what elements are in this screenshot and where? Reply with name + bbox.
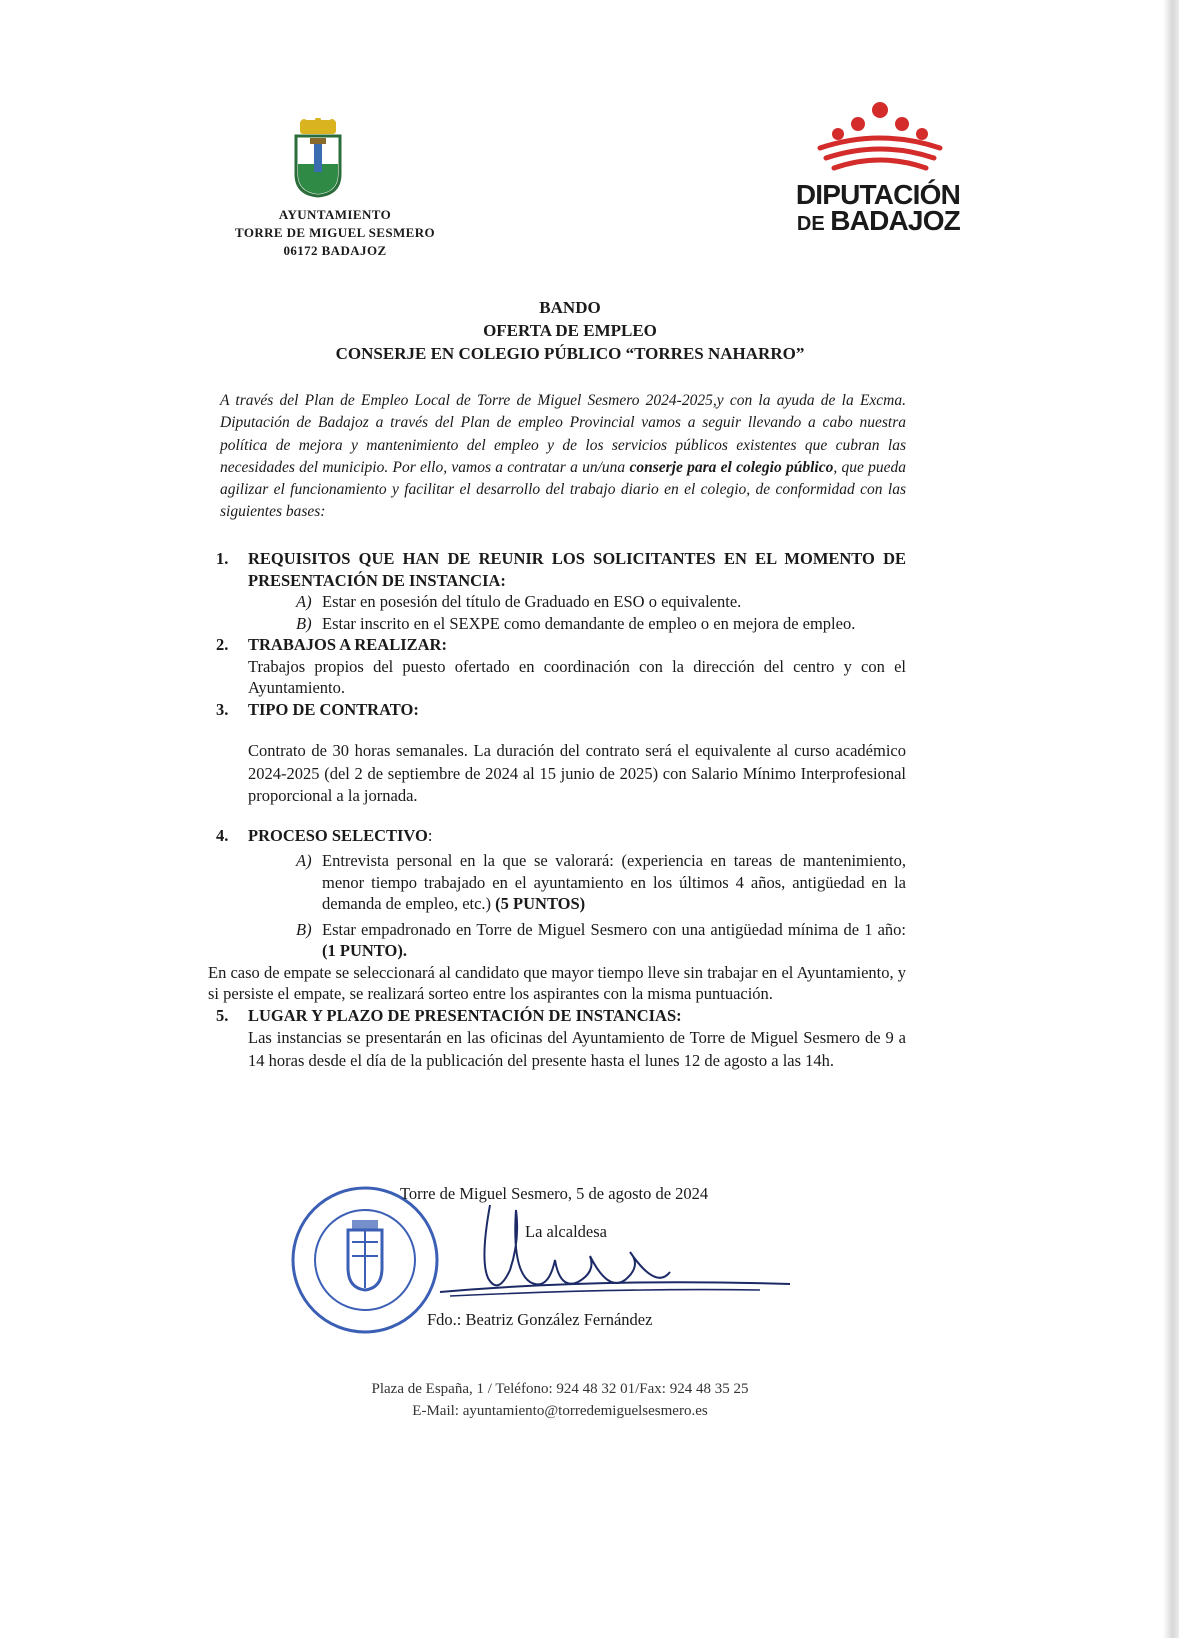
section-4-number: 4.	[216, 825, 229, 845]
section-3-heading: TIPO DE CONTRATO:	[248, 699, 419, 719]
intro-bold: conserje para el colegio público	[629, 458, 834, 476]
address-line-1: AYUNTAMIENTO	[278, 207, 392, 222]
handwritten-signature	[420, 1200, 800, 1310]
intro-part2: , que pueda agilizar el funcionamiento y facilitar el desarrollo del trabajo diario en el colegio, de conformidad con las siguientes bases:	[220, 458, 907, 521]
section-1-title	[216, 548, 906, 591]
section-2-title	[216, 634, 906, 656]
section-4-tiebreak: En caso de empate se seleccionará al candidato que mayor tiempo lleve sin trabajar en el Ayuntamiento, y si persiste el empate, se realizará sorteo entre los aspirantes con la misma puntuación.	[208, 962, 906, 1003]
signatory-role: La alcaldesa	[525, 1222, 607, 1241]
address-line-3: 06172 BADAJOZ	[283, 243, 387, 258]
section-3-text: Contrato de 30 horas semanales. La duración del contrato será el equivalente al curso académico 2024-2025 (del 2 de septiembre de 2024 al 15 junio de 2025) con Salario Mínimo Interprofesional proporcional a la jornada.	[248, 741, 906, 805]
section-5-title	[216, 1005, 906, 1027]
item-letter: A)	[296, 851, 312, 870]
item-text: Estar empadronado en Torre de Miguel Sesmero con una antigüedad mínima de 1 año:	[322, 919, 906, 939]
section-1-heading: REQUISITOS QUE HAN DE REUNIR LOS SOLICITANTES EN EL MOMENTO DE PRESENTACIÓN DE INSTANCIA:	[248, 549, 906, 590]
closing-place-date: Torre de Miguel Sesmero, 5 de agosto de 2024	[400, 1184, 709, 1203]
item-text: Estar inscrito en el SEXPE como demandante de empleo o en mejora de empleo.	[322, 613, 856, 633]
section-4-item-b	[296, 919, 906, 962]
intro-paragraph	[220, 390, 906, 524]
section-4-title	[216, 825, 906, 847]
item-text: Estar en posesión del título de Graduado en ESO o equivalente.	[322, 592, 742, 611]
section-2-number: 2.	[216, 635, 229, 654]
footer-email: E-Mail: ayuntamiento@torredemiguelsesmero.es	[412, 1403, 708, 1419]
dip-line-2-main: BADAJOZ	[830, 205, 960, 236]
item-letter: B)	[296, 613, 312, 633]
section-2-text: Trabajos propios del puesto ofertado en coordinación con la dirección del centro y con el Ayuntamiento.	[248, 656, 906, 697]
item-text: Entrevista personal en la que se valorará: (experiencia en tareas de mantenimiento, menor tiempo trabajado en el ayuntamiento en los últimos 4 años, antigüedad en la demanda de empleo, etc.)	[322, 851, 906, 913]
section-5-number: 5.	[216, 1005, 229, 1025]
title-conserje: CONSERJE EN COLEGIO PÚBLICO “TORRES NAHARRO”	[335, 344, 805, 363]
dip-line-2-prefix: DE	[796, 213, 831, 235]
section-1-number: 1.	[216, 549, 229, 568]
title-bando: BANDO	[539, 298, 601, 317]
section-1-item-b	[296, 613, 906, 635]
intro-part1: A través del Plan de Empleo Local de Torre de Miguel Sesmero 2024-2025,y con la ayuda de la Excma. Diputación de Badajoz a través del Plan de empleo Provincial vamos a seguir llevando a cabo nuestra política de mejora y mantenimiento del empleo y de los servicios públicos existentes que cubran las necesidades del municipio. Por ello, vamos a contratar a un/una	[220, 392, 906, 476]
section-3-number: 3.	[216, 699, 229, 719]
item-letter: A)	[296, 592, 312, 611]
document-titles	[260, 296, 880, 365]
title-oferta: OFERTA DE EMPLEO	[483, 321, 657, 340]
address-line-2: TORRE DE MIGUEL SESMERO	[234, 225, 436, 240]
section-5-heading: LUGAR Y PLAZO DE PRESENTACIÓN DE INSTANCIAS:	[248, 1005, 682, 1025]
footer-address: Plaza de España, 1 / Teléfono: 924 48 32 01/Fax: 924 48 35 25	[371, 1381, 749, 1397]
item-letter: B)	[296, 919, 312, 939]
section-1-item-a	[296, 591, 906, 613]
municipality-address	[215, 118, 455, 260]
section-5-text: Las instancias se presentarán en las oficinas del Ayuntamiento de Torre de Miguel Sesmero de 9 a 14 horas desde el día de la publicación del presente hasta el lunes 12 de agosto a las 14h.	[248, 1028, 906, 1070]
dip-line-1: DIPUTACIÓN	[795, 179, 960, 210]
item-points: (1 PUNTO).	[322, 941, 407, 960]
section-4-colon: :	[427, 825, 433, 845]
page-footer	[300, 1378, 820, 1422]
page-edge-shadow	[1163, 0, 1179, 1638]
section-3-title	[216, 699, 906, 721]
signatory-name: Fdo.: Beatriz González Fernández	[427, 1310, 653, 1329]
item-points: (5 PUNTOS)	[495, 894, 586, 913]
bases-sections	[208, 548, 906, 1072]
section-4-heading: PROCESO SELECTIVO	[248, 825, 428, 845]
diputacion-logo-text	[790, 179, 960, 237]
section-4-item-a	[296, 850, 906, 915]
section-2-heading: TRABAJOS A REALIZAR:	[248, 635, 447, 654]
